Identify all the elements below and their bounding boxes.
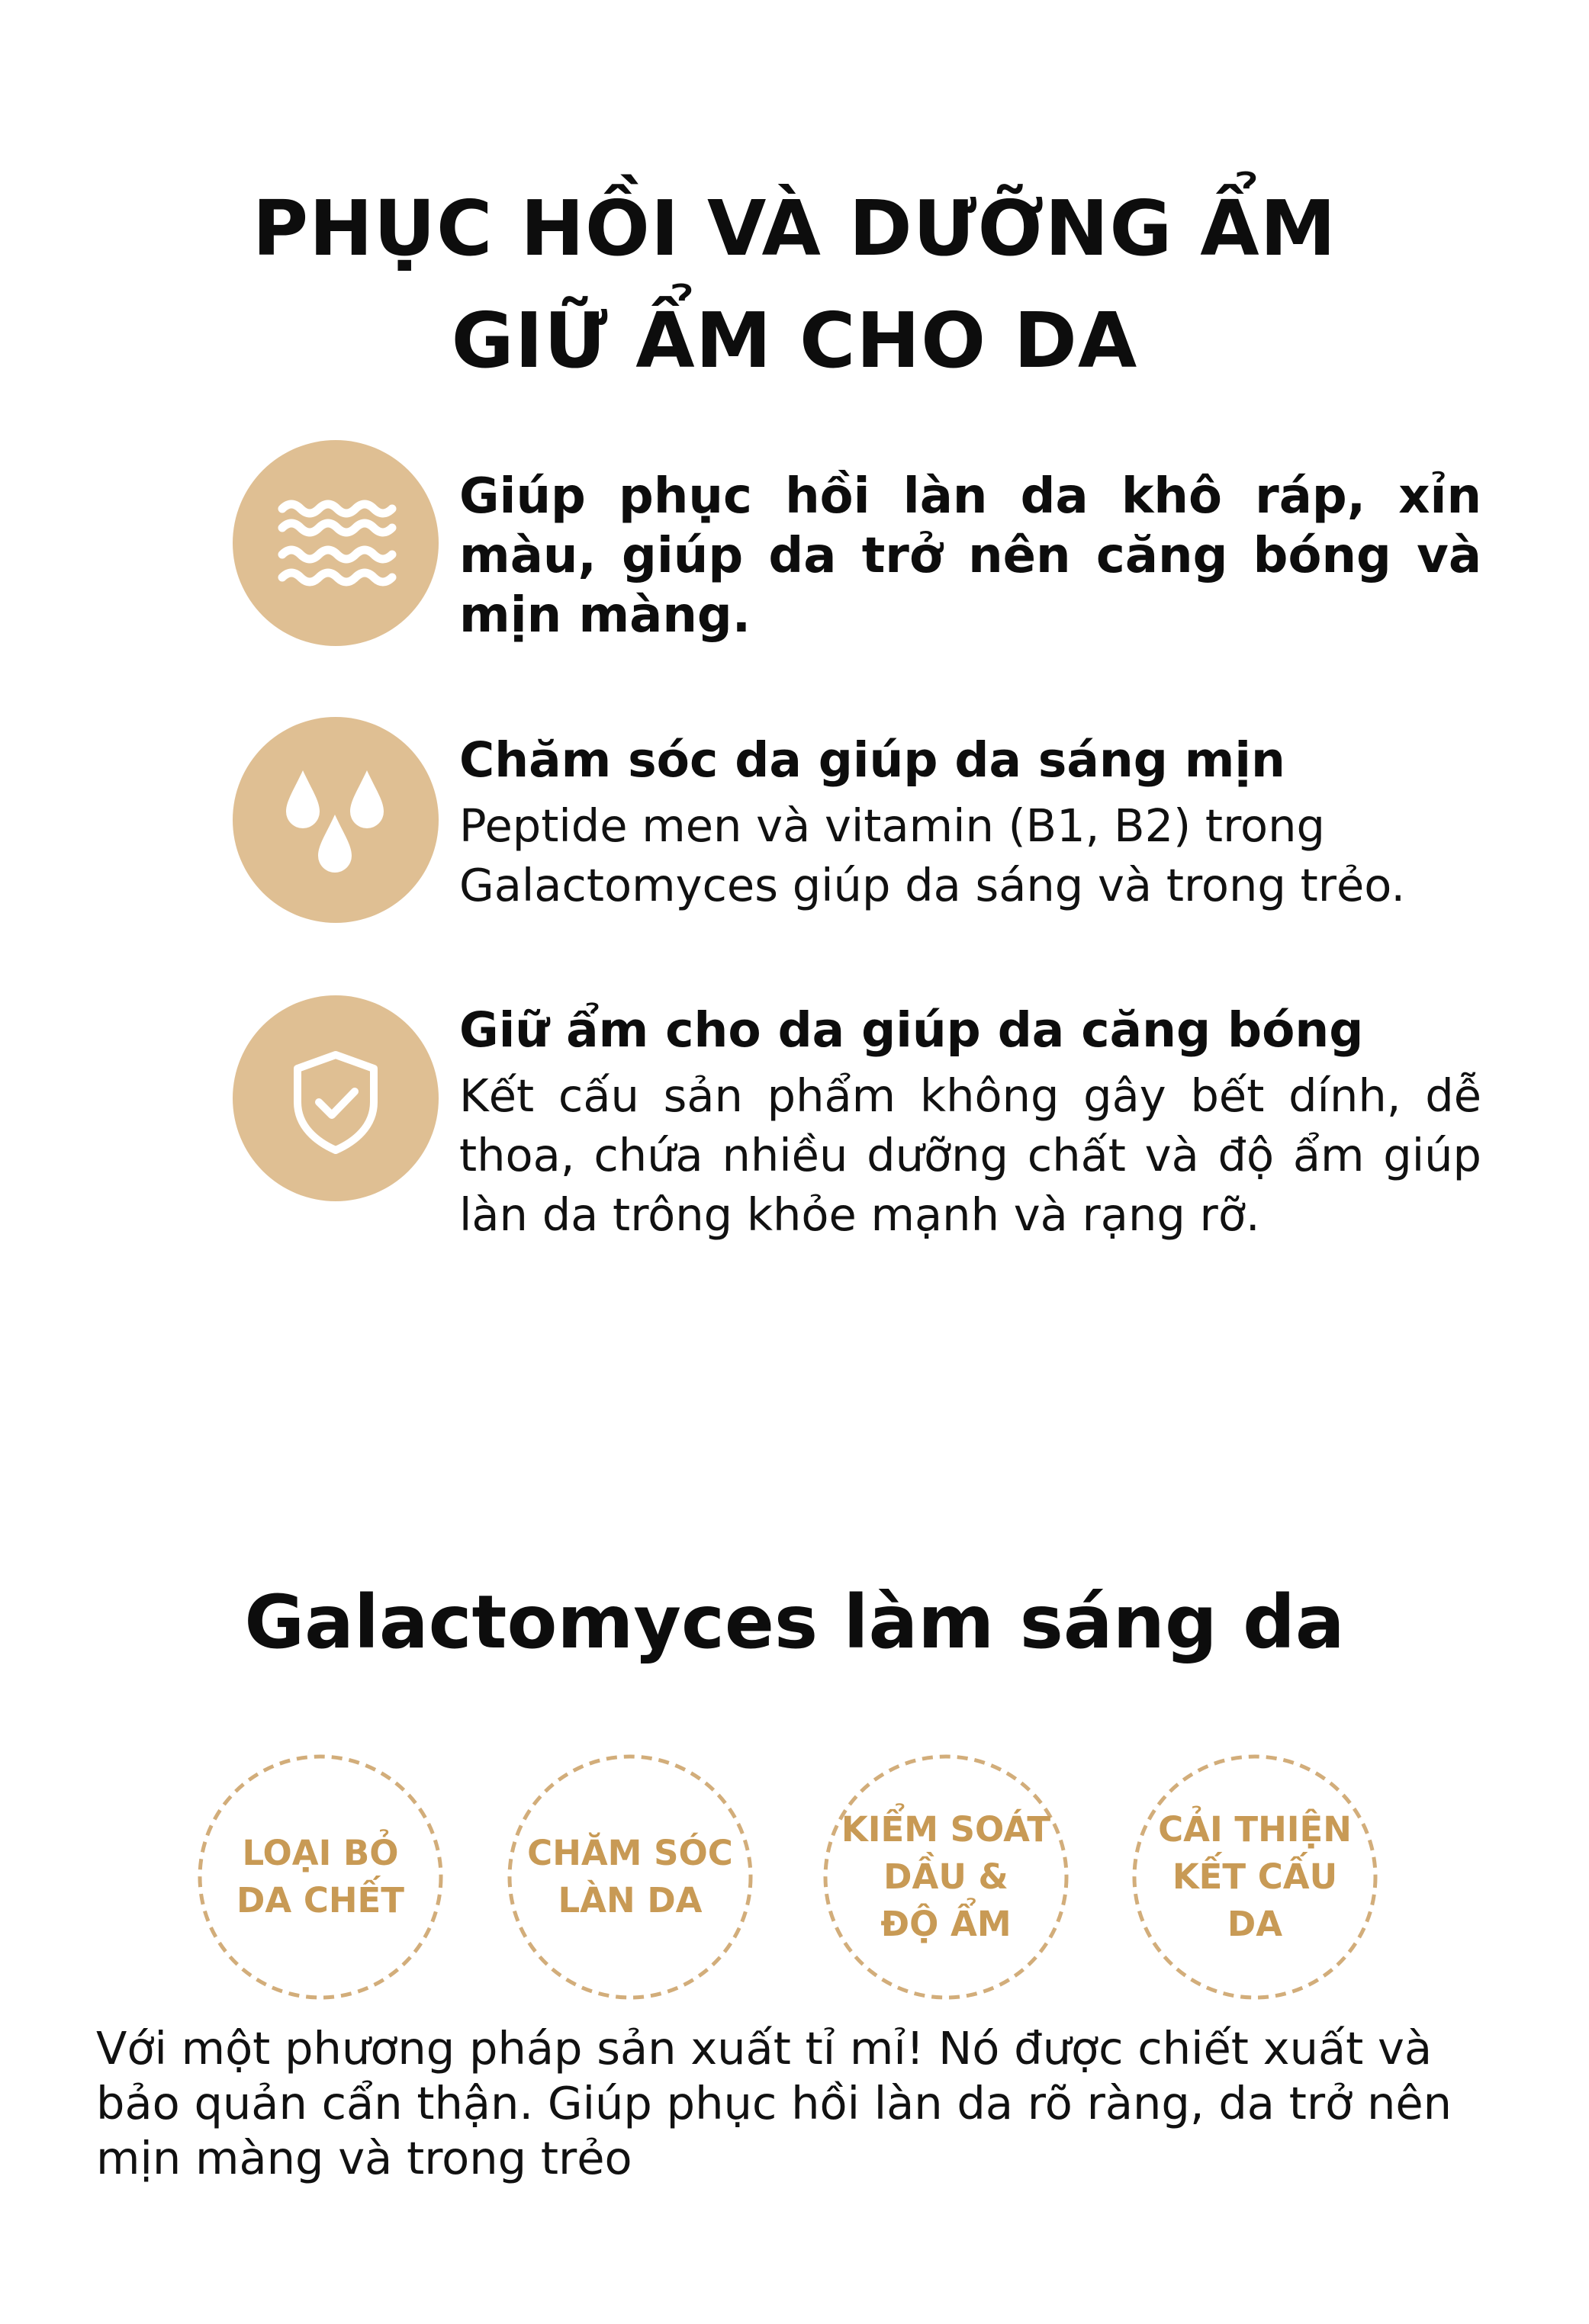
section-title: Galactomyces làm sáng da <box>244 1580 1345 1665</box>
badge-label: KIỂM SOÁT DẦU & ĐỘ ẨM <box>841 1809 1051 1944</box>
badge-oil-moisture-control <box>822 1753 1070 2001</box>
water-drops-icon <box>233 717 439 923</box>
badge-exfoliate <box>196 1753 445 2001</box>
feature-1 <box>459 467 1481 645</box>
shield-check-icon <box>233 995 439 1201</box>
feature-2 <box>459 731 1481 915</box>
page-title-line-2: GIỮ ẨM CHO DA <box>451 296 1138 385</box>
feature-1-heading: Giúp phục hồi làn da khô ráp, xỉn màu, giúp da trở nên căng bóng và mịn màng. <box>459 468 1481 644</box>
feature-3-body: Kết cấu sản phẩm không gây bết dính, dễ thoa, chứa nhiều dưỡng chất và độ ẩm giúp làn da trông khỏe mạnh và rạng rỡ. <box>459 1069 1481 1241</box>
feature-3 <box>459 1001 1481 1245</box>
badge-label: CẢI THIỆN KẾT CẤU DA <box>1158 1809 1352 1944</box>
badge-label: CHĂM SÓC LÀN DA <box>527 1833 733 1921</box>
feature-2-body: Peptide men và vitamin (B1, B2) trong Galactomyces giúp da sáng và trong trẻo. <box>459 799 1406 911</box>
page-title-line-1: PHỤC HỒI VÀ DƯỠNG ẨM <box>252 184 1337 273</box>
footer-description: Với một phương pháp sản xuất tỉ mỉ! Nó được chiết xuất và bảo quản cẩn thận. Giúp phục hồi làn da rõ ràng, da trở nên mịn màng và trong trẻo <box>96 2022 1452 2184</box>
waves-icon <box>233 440 439 646</box>
badge-label: LOẠI BỎ DA CHẾT <box>236 1833 404 1921</box>
badge-improve-texture <box>1131 1753 1379 2001</box>
feature-3-heading: Giữ ẩm cho da giúp da căng bóng <box>459 1002 1364 1058</box>
feature-2-heading: Chăm sóc da giúp da sáng mịn <box>459 732 1285 788</box>
badge-skin-care <box>506 1753 754 2001</box>
